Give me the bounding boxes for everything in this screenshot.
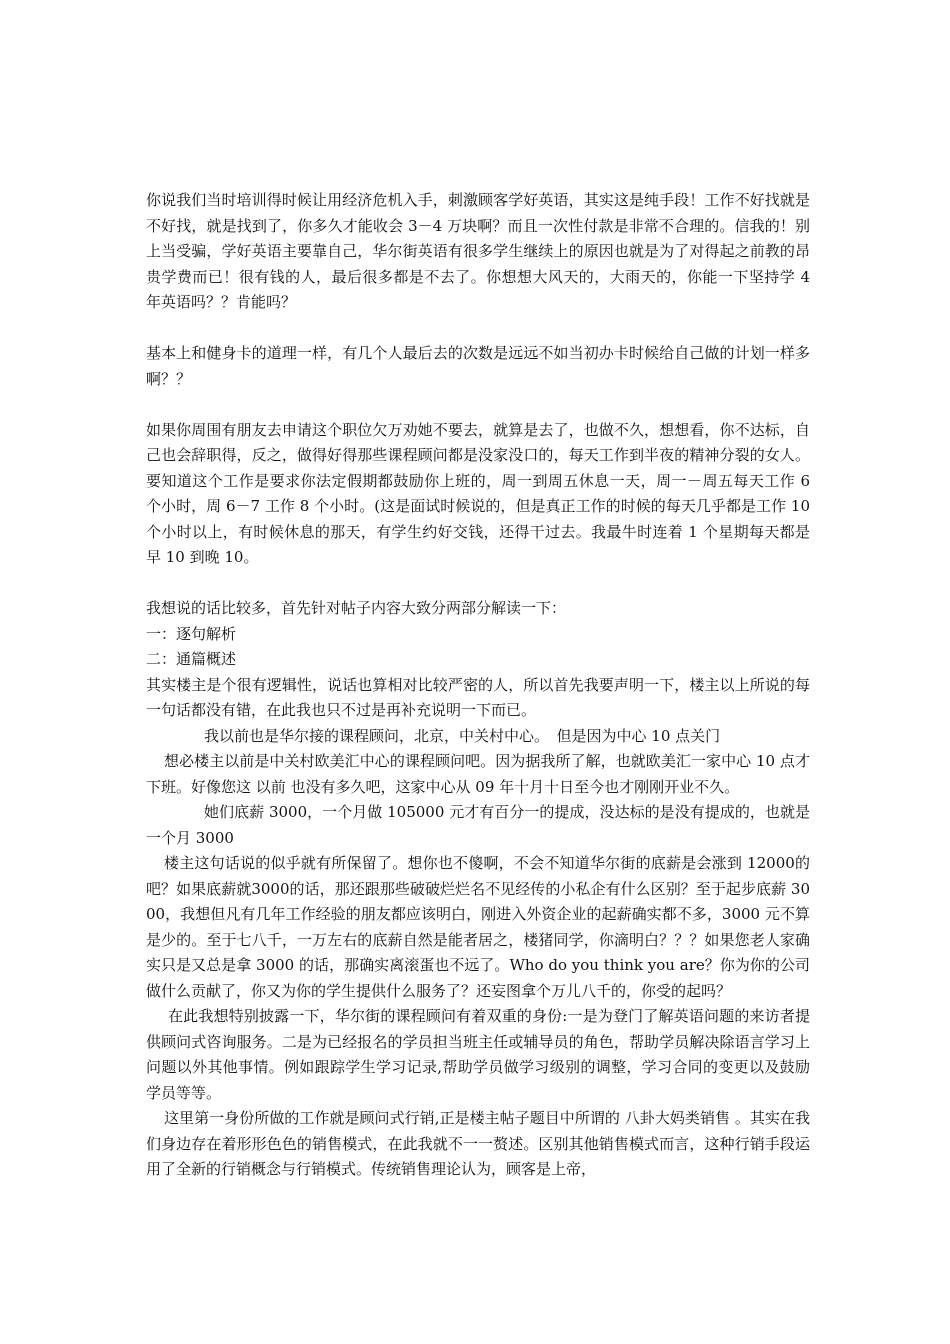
quote-consultant: 我以前也是华尔接的课程顾问，北京，中关村中心。 但是因为中心 10 点关门: [204, 726, 721, 745]
list-item-sentence-analysis: 一：逐句解析: [146, 624, 237, 643]
list-item-overview: 二：通篇概述: [146, 650, 237, 668]
paragraph-gap: [146, 316, 810, 342]
paragraph-training-crisis: 你说我们当时培训得时候让用经济危机入手，刺激顾客学好英语，其实这是纯手段！工作不好找就是不好找，就是找到了，你多久才能收会 3－4 万块啊？而且一次性付款是非常不合理的。信我的！别上当受骗，学好英语主要靠自己，华尔街英语有很多学生继续上的原因也就是为了对得起之前教的昂贵学费而已！很有钱的人，最后很多都是不去了。你想想大风天的，大雨天的，你能一下坚持学 4 年英语吗？？肯能吗？: [146, 191, 810, 311]
paragraph-gym-card: 基本上和健身卡的道理一样，有几个人最后去的次数是远远不如当初办卡时候给自己做的计划一样多啊？？: [146, 344, 810, 388]
paragraph-gap: [146, 392, 810, 418]
paragraph-center-reply: 想必楼主以前是中关村欧美汇中心的课程顾问吧。因为据我所了解，也就欧美汇一家中心 10 点才下班。好像您这 以前 也没有多久吧，这家中心从 09 年十月十日至今也才刚刚开业不久。: [146, 752, 810, 796]
paragraph-gap: [146, 571, 810, 597]
document-page: [146, 188, 810, 1183]
quote-base-salary: 她们底薪 3000，一个月做 105000 元才有百分一的提成，没达标的是没有提成的，也就是一个月 3000: [146, 803, 810, 847]
paragraph-salary-reply: 楼主这句话说的似乎就有所保留了。想你也不傻啊，不会不知道华尔街的底薪是会涨到 12000的吧？如果底薪就3000的话，那还跟那些破破烂烂名不见经传的小私企有什么区别？至于起步底薪 3000，我想但凡有几年工作经验的朋友都应该明白，刚进入外资企业的起薪确实都不多，3000 元不算是少的。至于七八千，一万左右的底薪自然是能者居之，楼猪同学，你滴明白？？？如果您老人家确实只是又总是拿 3000 的话，那确实离滚蛋也不远了。Who do you think you are？你为你的公司做什么贡献了，你又为你的学生提供什么服务了？还妄图拿个万儿八千的，你受的起吗？: [146, 854, 810, 1000]
paragraph-dual-role: 在此我想特别披露一下，华尔街的课程顾问有着双重的身份:一是为登门了解英语问题的来访者提供顾问式咨询服务。二是为已经报名的学员担当班主任或辅导员的角色，帮助学员解决除语言学习上问题以外其他事情。例如跟踪学生学习记录,帮助学员做学习级别的调整，学习合同的变更以及鼓励学员等等。: [146, 1007, 810, 1102]
paragraph-statement: 其实楼主是个很有逻辑性，说话也算相对比较严密的人，所以首先我要声明一下，楼主以上所说的每一句话都没有错，在此我也只不过是再补充说明一下而已。: [146, 675, 810, 719]
paragraph-intro: 我想说的话比较多，首先针对帖子内容大致分两部分解读一下：: [146, 599, 567, 617]
paragraph-working-hours: 如果你周围有朋友去申请这个职位欠万劝她不要去，就算是去了，也做不久，想想看，你不达标，自己也会辞职得，反之，做得好得那些课程顾问都是没家没口的，每天工作到半夜的精神分裂的女人。要知道这个工作是要求你法定假期都鼓励你上班的，周一到周五休息一天，周一－周五每天工作 6 个小时，周 6－7 工作 8 个小时。(这是面试时候说的，但是真正工作的时候的每天几乎都是工作 10 个小时以上，有时候休息的那天，有学生约好交钱，还得干过去。我最牛时连着 1 个星期每天都是早 10 到晚 10。: [146, 420, 810, 566]
paragraph-consultative-sales: 这里第一身份所做的工作就是顾问式行销,正是楼主帖子题目中所谓的 八卦大妈类销售 。其实在我们身边存在着形形色色的销售模式，在此我就不一一赘述。区别其他销售模式而言，这种行销手段运用了全新的行销概念与行销模式。传统销售理论认为，顾客是上帝，: [146, 1109, 810, 1178]
